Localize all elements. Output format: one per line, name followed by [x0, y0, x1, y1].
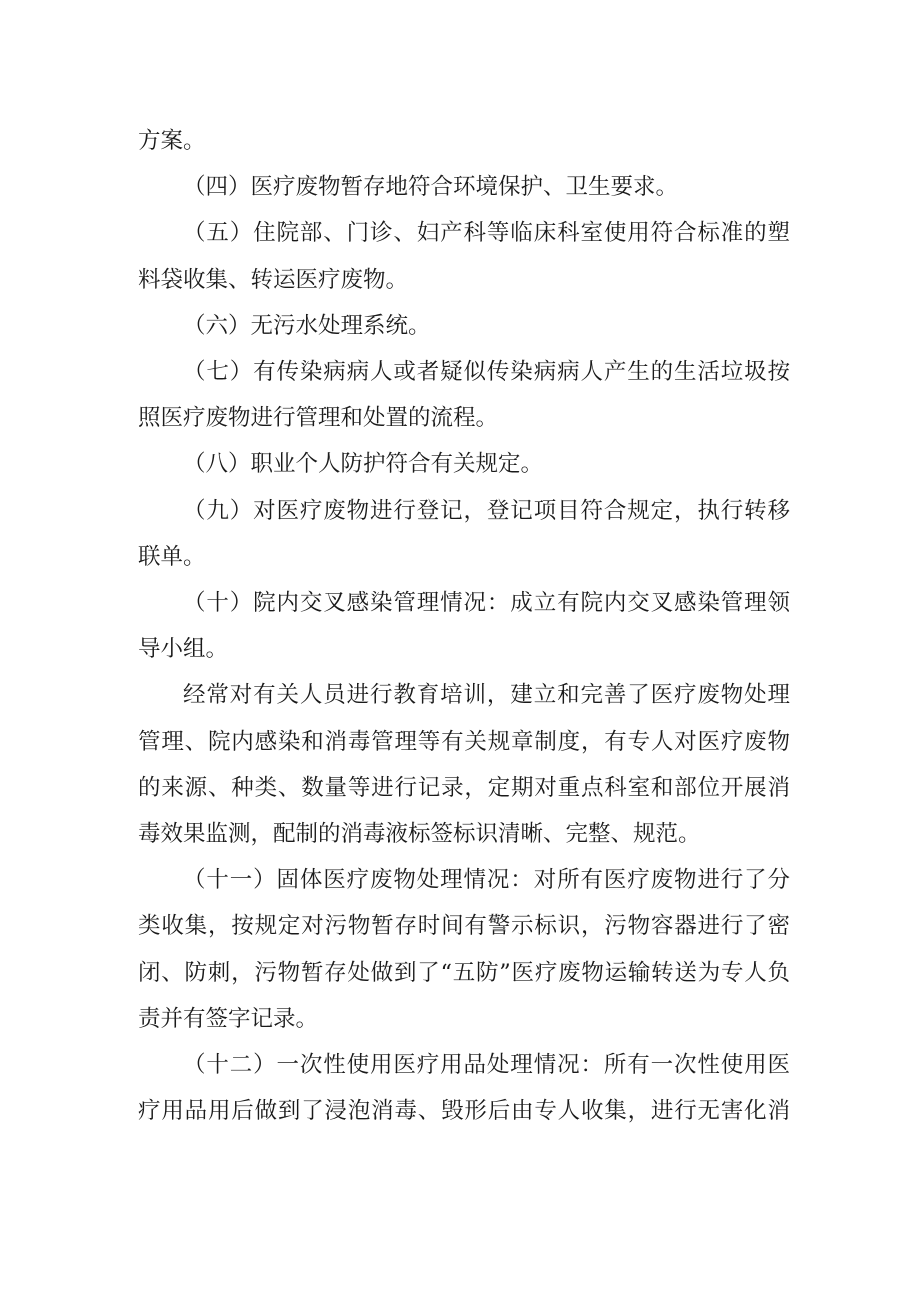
paragraph-item-8: （八）职业个人防护符合有关规定。: [183, 451, 544, 478]
paragraph-item-6: （六）无污水处理系统。: [183, 312, 431, 339]
paragraph-item-7: （七）有传染病病人或者疑似传染病病人产生的生活垃圾按照医疗废物进行管理和处置的流程。: [138, 359, 790, 432]
paragraph-item-4: （四）医疗废物暂存地符合环境保护、卫生要求。: [183, 174, 679, 201]
document-body: [138, 118, 790, 1134]
paragraph-item-11: （十一）固体医疗废物处理情况：对所有医疗废物进行了分类收集，按规定对污物暂存时间有警示标识，污物容器进行了密闭、防刺，污物暂存处做到了“五防”医疗废物运输转送为专人负责并有签字记录。: [138, 867, 790, 1032]
paragraph-training: 经常对有关人员进行教育培训，建立和完善了医疗废物处理管理、院内感染和消毒管理等有关规章制度，有专人对医疗废物的来源、种类、数量等进行记录，定期对重点科室和部位开展消毒效果监测，配制的消毒液标签标识清晰、完整、规范。: [138, 682, 790, 848]
paragraph-continuation: 方案。: [138, 128, 206, 154]
paragraph-item-9: （九）对医疗废物进行登记，登记项目符合规定，执行转移联单。: [138, 497, 790, 570]
paragraph-item-12: （十二）一次性使用医疗用品处理情况：所有一次性使用医疗用品用后做到了浸泡消毒、毁形后由专人收集，进行无害化消: [138, 1052, 790, 1125]
paragraph-item-5: （五）住院部、门诊、妇产科等临床科室使用符合标准的塑料袋收集、转运医疗废物。: [138, 220, 790, 293]
paragraph-item-10: （十）院内交叉感染管理情况：成立有院内交叉感染管理领导小组。: [138, 590, 790, 663]
